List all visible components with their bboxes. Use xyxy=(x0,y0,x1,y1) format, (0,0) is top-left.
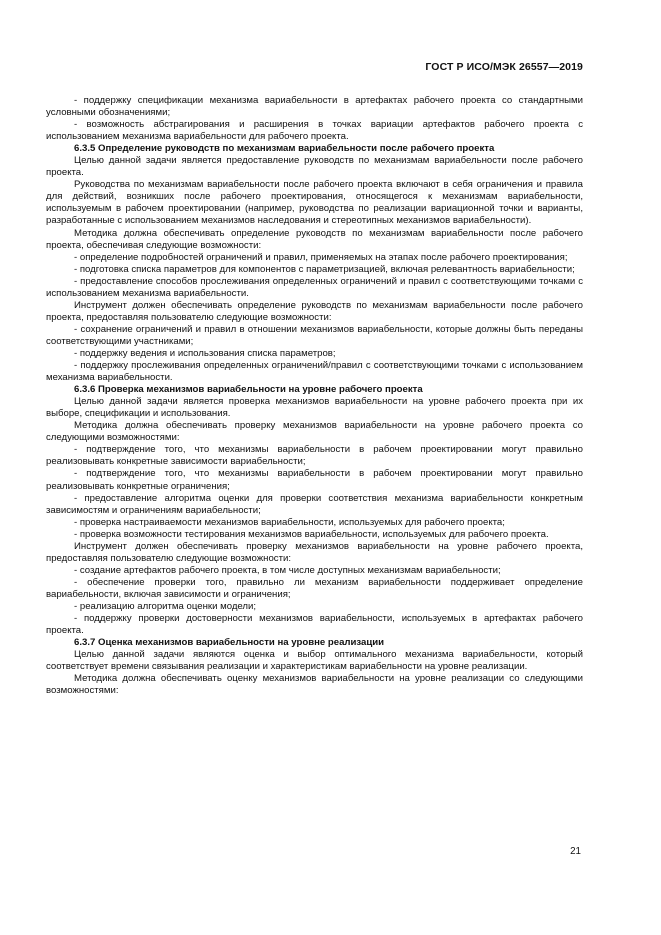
body-paragraph: Инструмент должен обеспечивать определение руководств по механизмам вариабельности после рабочего проекта, предоставляя пользователю следующие возможности: xyxy=(46,299,583,323)
body-paragraph: Целью данной задачи является предоставление руководств по механизмам вариабельности после рабочего проекта. xyxy=(46,155,583,179)
page-number: 21 xyxy=(570,846,581,857)
section-heading: 6.3.5 Определение руководств по механизмам вариабельности после рабочего проекта xyxy=(74,143,495,155)
body-paragraph: - сохранение ограничений и правил в отношении механизмов вариабельности, которые должны быть переданы соответствующими участниками; xyxy=(46,323,583,347)
body-paragraph: Руководства по механизмам вариабельности после рабочего проекта включают в себя ограничения и правила для действий, возникших после рабочего проектирования, относящегося к механизмам вариабельности, используемым в рабочем проектировании (например, руководства по реализации вариационной точки и варианты, разработанные с использованием механизмов наследования и стереотипных механизмов вариабельности). xyxy=(46,179,583,227)
body-paragraph: Целью данной задачи являются оценка и выбор оптимального механизма вариабельности, который соответствует времени связывания реализации и характеристикам вариабельности на уровне реализации. xyxy=(46,649,583,673)
body-paragraph: - поддержку ведения и использования списка параметров; xyxy=(74,347,336,359)
body-paragraph: - подтверждение того, что механизмы вариабельности в рабочем проектировании могут правильно реализовывать конкретные ограничения; xyxy=(46,468,583,492)
body-paragraph: Методика должна обеспечивать проверку механизмов вариабельности на уровне рабочего проекта со следующими возможностями: xyxy=(46,420,583,444)
body-paragraph: Инструмент должен обеспечивать проверку механизмов вариабельности на уровне рабочего проекта, предоставляя пользователю следующие возможности: xyxy=(46,540,583,564)
body-paragraph: - проверка возможности тестирования механизмов вариабельности, используемых для рабочего проекта. xyxy=(74,528,549,540)
body-paragraph: - поддержку проверки достоверности механизмов вариабельности, используемых в артефактах рабочего проекта. xyxy=(46,613,583,637)
section-heading: 6.3.6 Проверка механизмов вариабельности на уровне рабочего проекта xyxy=(74,384,423,396)
body-paragraph: - подтверждение того, что механизмы вариабельности в рабочем проектировании могут правильно реализовывать конкретные зависимости вариабельности; xyxy=(46,444,583,468)
body-paragraph: - создание артефактов рабочего проекта, в том числе доступных механизмам вариабельности; xyxy=(74,564,501,576)
body-paragraph: Методика должна обеспечивать определение руководств по механизмам вариабельности после рабочего проекта, обеспечивая следующие возможности: xyxy=(46,227,583,251)
body-paragraph: - поддержку прослеживания определенных ограничений/правил с соответствующими точками с использованием механизма вариабельности. xyxy=(46,360,583,384)
document-body xyxy=(46,95,583,697)
body-paragraph: - подготовка списка параметров для компонентов с параметризацией, включая релевантность вариабельности; xyxy=(74,263,575,275)
body-paragraph: - реализацию алгоритма оценки модели; xyxy=(74,600,257,612)
section-heading: 6.3.7 Оценка механизмов вариабельности на уровне реализации xyxy=(74,637,385,649)
body-paragraph: - обеспечение проверки того, правильно ли механизм вариабельности поддерживает определение вариабельности, включая зависимости и ограничения; xyxy=(46,576,583,600)
body-paragraph: - поддержку спецификации механизма вариабельности в артефактах рабочего проекта со стандартными условными обозначениями; xyxy=(46,95,583,119)
body-paragraph: - проверка настраиваемости механизмов вариабельности, используемых для рабочего проекта; xyxy=(74,516,505,528)
document-standard-header: ГОСТ Р ИСО/МЭК 26557—2019 xyxy=(425,61,583,73)
body-paragraph: - предоставление алгоритма оценки для проверки соответствия механизма вариабельности конкретным зависимостям и ограничениям вариабельности; xyxy=(46,492,583,516)
body-paragraph: - предоставление способов прослеживания определенных ограничений и правил с соответствующими точками с использованием механизма вариабельности. xyxy=(46,275,583,299)
body-paragraph: Целью данной задачи является проверка механизмов вариабельности на уровне рабочего проекта при их выборе, спецификации и использования. xyxy=(46,396,583,420)
body-paragraph: Методика должна обеспечивать оценку механизмов вариабельности на уровне реализации со следующими возможностями: xyxy=(46,673,583,697)
body-paragraph: - возможность абстрагирования и расширения в точках вариации артефактов рабочего проекта с использованием механизма вариабельности для рабочего проекта. xyxy=(46,119,583,143)
body-paragraph: - определение подробностей ограничений и правил, применяемых на этапах после рабочего проектирования; xyxy=(74,251,568,263)
